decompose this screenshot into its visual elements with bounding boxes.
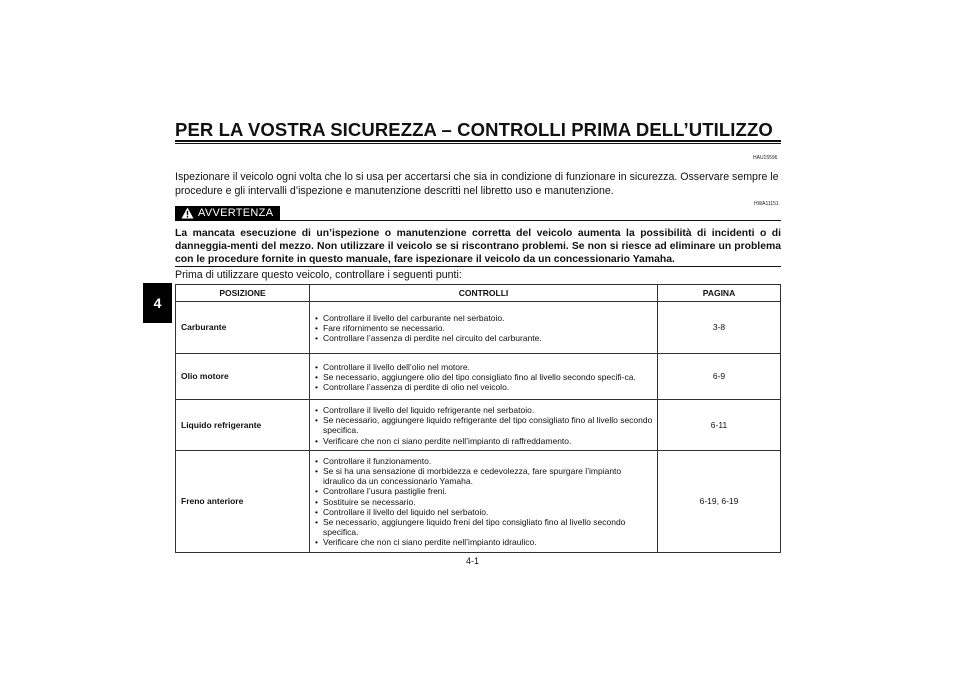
warning-bottom-rule	[175, 266, 781, 267]
title-rule-thin	[175, 143, 781, 144]
section-tab: 4	[143, 283, 172, 323]
check-item: • Controllare il livello del liquido refrigerante nel serbatoio.	[315, 405, 653, 415]
check-item: • Se necessario, aggiungere liquido refrigerante del tipo consigliato fino al livello secondo specifica.	[315, 415, 653, 435]
row-page: 6-19, 6-19	[658, 450, 781, 552]
row-page: 3-8	[658, 302, 781, 354]
check-item: • Controllare l’assenza di perdite nel circuito del carburante.	[315, 333, 653, 343]
warning-code: HWA11151	[754, 201, 779, 207]
table-row	[176, 450, 781, 552]
warning-text: La mancata esecuzione di un’ispezione o manutenzione corretta del veicolo aumenta la possibilità di incidenti o di danneggia-menti del mezzo. Non utilizzare il veicolo se si riscontrano problemi. Se non si riesce ad eliminare un problema con le procedure fornite in questo manuale, fare ispezionare il veicolo da un concessionario Yamaha.	[175, 228, 781, 265]
row-checks	[310, 450, 658, 552]
check-item: • Controllare il livello del liquido nel serbatoio.	[315, 507, 653, 517]
warning-badge	[175, 206, 280, 221]
checks-table	[175, 284, 781, 553]
check-item: • Fare rifornimento se necessario.	[315, 323, 653, 333]
row-position: Carburante	[176, 302, 310, 354]
page-title: PER LA VOSTRA SICUREZZA – CONTROLLI PRIMA DELL’UTILIZZO	[175, 119, 773, 140]
warning-label: AVVERTENZA	[198, 207, 274, 219]
check-item: • Controllare il livello del carburante nel serbatoio.	[315, 313, 653, 323]
section-code: HAU15596	[753, 155, 778, 161]
title-rule	[175, 140, 781, 142]
intro-paragraph: Ispezionare il veicolo ogni volta che lo si usa per accertarsi che sia in condizione di funzionare in sicurezza. Osservare sempre le procedure e gli intervalli d’ispezione e manutenzione descritti nel libretto uso e manutenzione.	[175, 171, 779, 197]
row-checks	[310, 302, 658, 354]
table-header-row	[176, 285, 781, 302]
check-item: • Controllare l’usura pastiglie freni.	[315, 486, 653, 496]
check-item: • Se necessario, aggiungere olio del tipo consigliato fino al livello secondo specifi-ca.	[315, 372, 653, 382]
row-position: Liquido refrigerante	[176, 400, 310, 451]
row-position: Olio motore	[176, 354, 310, 400]
header-page: PAGINA	[658, 285, 781, 302]
page-number: 4-1	[466, 556, 480, 566]
warning-triangle-icon	[181, 207, 194, 224]
check-item: • Verificare che non ci siano perdite nell’impianto di raffreddamento.	[315, 436, 653, 446]
check-item: • Controllare l’assenza di perdite di olio nel veicolo.	[315, 382, 653, 392]
header-checks: CONTROLLI	[310, 285, 658, 302]
row-checks	[310, 400, 658, 451]
row-checks	[310, 354, 658, 400]
before-use-text: Prima di utilizzare questo veicolo, controllare i seguenti punti:	[175, 269, 462, 281]
check-item: • Sostituire se necessario.	[315, 497, 653, 507]
header-position: POSIZIONE	[176, 285, 310, 302]
table-row	[176, 302, 781, 354]
row-page: 6-9	[658, 354, 781, 400]
row-position: Freno anteriore	[176, 450, 310, 552]
warning-rule	[280, 220, 781, 221]
table-row	[176, 400, 781, 451]
check-item: • Se si ha una sensazione di morbidezza e cedevolezza, fare spurgare l’impianto idraulico da un concessionario Yamaha.	[315, 466, 653, 486]
row-page: 6-11	[658, 400, 781, 451]
table-row	[176, 354, 781, 400]
check-item: • Controllare il livello dell’olio nel motore.	[315, 362, 653, 372]
check-item: • Se necessario, aggiungere liquido freni del tipo consigliato fino al livello secondo specifica.	[315, 517, 653, 537]
check-item: • Controllare il funzionamento.	[315, 456, 653, 466]
check-item: • Verificare che non ci siano perdite nell’impianto idraulico.	[315, 537, 653, 547]
